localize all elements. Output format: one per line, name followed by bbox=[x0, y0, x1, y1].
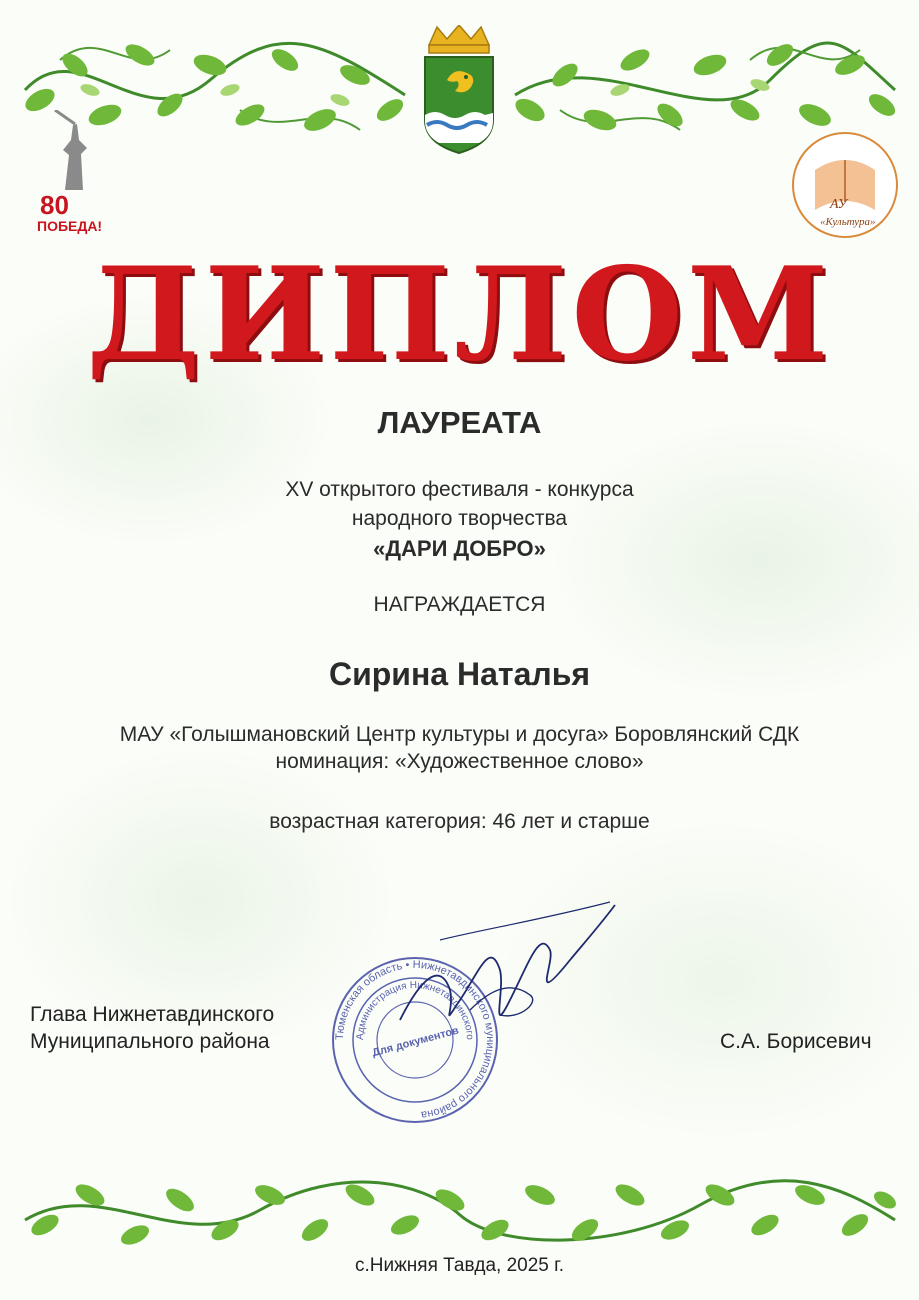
culture-initials: АУ bbox=[830, 197, 848, 212]
festival-name: «ДАРИ ДОБРО» bbox=[373, 536, 546, 561]
stamp-outer-text: Тюменская область • Нижнетавдинского муниципального района bbox=[333, 958, 497, 1121]
vine-ornament-bottom bbox=[20, 1165, 900, 1255]
victory-word: ПОБЕДА! bbox=[37, 218, 103, 234]
signer-role-line-2: Муниципального района bbox=[30, 1030, 270, 1053]
stamp-center-text: Для документов bbox=[370, 1024, 461, 1060]
age-category-line: возрастная категория: 46 лет и старше bbox=[269, 810, 650, 833]
culture-logo bbox=[790, 130, 900, 240]
stamp-inner-text: Администрация Нижнетавдинского bbox=[354, 979, 476, 1041]
motherland-statue-icon bbox=[35, 110, 110, 195]
signer-name: С.А. Борисевич bbox=[720, 1030, 872, 1053]
coat-of-arms-icon bbox=[419, 25, 499, 155]
recipient-name: Сирина Наталья bbox=[328, 656, 591, 692]
handwritten-signature bbox=[380, 900, 620, 1050]
signer-role-line-1: Глава Нижнетавдинского bbox=[30, 1003, 275, 1026]
festival-line-1: XV открытого фестиваля - конкурса bbox=[285, 478, 634, 501]
festival-line-2: народного творчества bbox=[351, 507, 568, 530]
organization-line: МАУ «Голышмановский Центр культуры и досуга» Боровлянский СДК bbox=[119, 723, 800, 746]
diploma-subtitle: ЛАУРЕАТА bbox=[377, 405, 542, 440]
diploma-title: ДИПЛОМ bbox=[86, 240, 833, 390]
victory-80-logo bbox=[35, 110, 110, 240]
nomination-line: номинация: «Художественное слово» bbox=[275, 750, 644, 773]
victory-number: 80 bbox=[40, 190, 69, 220]
culture-label: «Культура» bbox=[820, 216, 876, 228]
place-and-date: с.Нижняя Тавда, 2025 г. bbox=[354, 1255, 565, 1276]
awarded-label: НАГРАЖДАЕТСЯ bbox=[373, 593, 546, 616]
